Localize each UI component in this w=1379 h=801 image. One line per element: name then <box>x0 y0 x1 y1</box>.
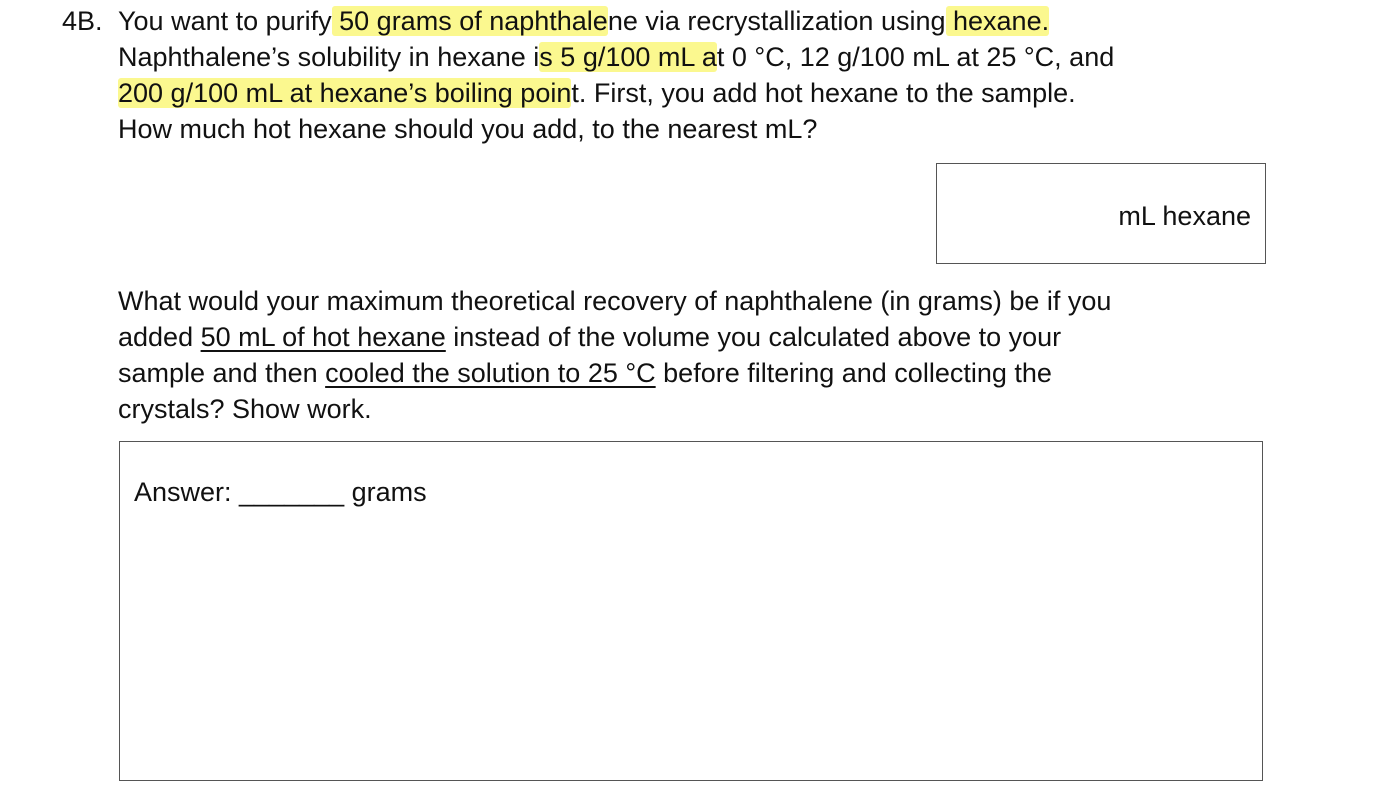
text-segment: added <box>118 322 201 352</box>
question-2-text <box>118 283 1318 427</box>
text-segment: sample and then <box>118 358 326 388</box>
work-answer-box[interactable] <box>119 441 1263 781</box>
question-2-line-4: crystals? Show work. <box>118 394 372 424</box>
highlighted-text: 200 g/100 mL at hexane’s boiling poin <box>118 78 572 108</box>
text-segment: Naphthalene’s solubility in hexane i <box>118 42 540 72</box>
question-2-line-1: What would your maximum theoretical recovery of naphthalene (in grams) be if you <box>118 286 1112 316</box>
underlined-text: 50 mL of hot hexane <box>200 322 446 352</box>
question-number: 4B. <box>62 6 103 36</box>
hexane-volume-answer-box[interactable] <box>936 163 1266 264</box>
highlighted-text: hexane. <box>945 6 1050 36</box>
text-segment: t 0 °C, 12 g/100 mL at 25 °C, and <box>716 42 1115 72</box>
unit-label: mL hexane <box>1118 201 1251 231</box>
question-line-4 <box>118 111 1318 147</box>
underlined-text: cooled the solution to 25 °C <box>325 358 656 388</box>
text-segment: How much hot hexane should you add, to the nearest mL? <box>118 114 818 144</box>
question-line-2 <box>118 39 1318 75</box>
highlighted-text: s 5 g/100 mL a <box>539 42 717 72</box>
question-2-line-2 <box>118 319 1318 355</box>
text-segment: You want to purify <box>118 6 332 36</box>
highlighted-text: 50 grams of naphthale <box>331 6 608 36</box>
text-segment: instead of the volume you calculated above to your <box>445 322 1062 352</box>
text-segment: before filtering and collecting the <box>655 358 1052 388</box>
question-line-1 <box>118 3 1318 39</box>
text-segment: t. First, you add hot hexane to the sample. <box>571 78 1076 108</box>
question-2-line-3 <box>118 355 1318 391</box>
answer-label: Answer: _______ grams <box>134 477 427 507</box>
text-segment: ne via recrystallization using <box>607 6 946 36</box>
question-line-3 <box>118 75 1318 111</box>
question-4b-text <box>118 3 1318 147</box>
